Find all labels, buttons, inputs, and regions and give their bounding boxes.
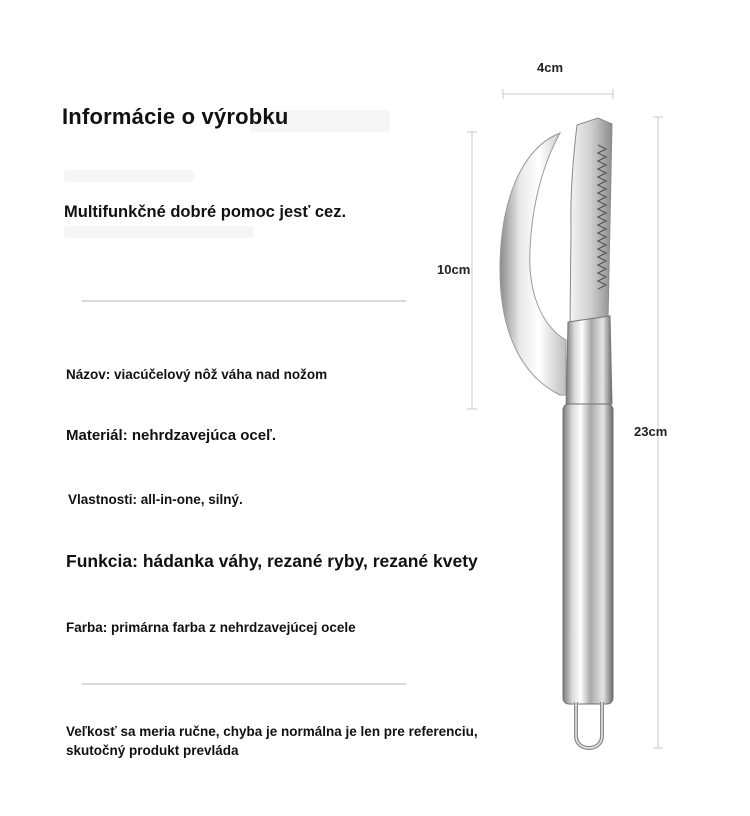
dimension-width-line [503, 89, 613, 99]
handle [563, 404, 613, 704]
spec-name: Názov: viacúčelový nôž váha nad nožom [66, 367, 328, 382]
curved-blade [500, 133, 566, 395]
page-title: Informácie o výrobku [62, 104, 289, 129]
width-label: 4cm [537, 60, 564, 75]
hanging-loop [576, 702, 602, 748]
spec-properties: Vlastnosti: all-in-one, silný. [68, 492, 243, 507]
spec-material: Materiál: nehrdzavejúca oceľ. [66, 427, 277, 444]
spec-function: Funkcia: hádanka váhy, rezané ryby, rezané kvety [66, 551, 478, 571]
bolster [566, 316, 612, 410]
blade-length-label: 10cm [437, 262, 471, 277]
total-length-label: 23cm [634, 424, 668, 439]
subtitle: Multifunkčné dobré pomoc jesť cez. [64, 203, 347, 221]
spec-color: Farba: primárna farba z nehrdzavejúcej ocele [66, 620, 356, 635]
size-disclaimer: Veľkosť sa meria ručne, chyba je normálna je len pre referenciu, skutočný produkt prevláda [66, 724, 478, 758]
